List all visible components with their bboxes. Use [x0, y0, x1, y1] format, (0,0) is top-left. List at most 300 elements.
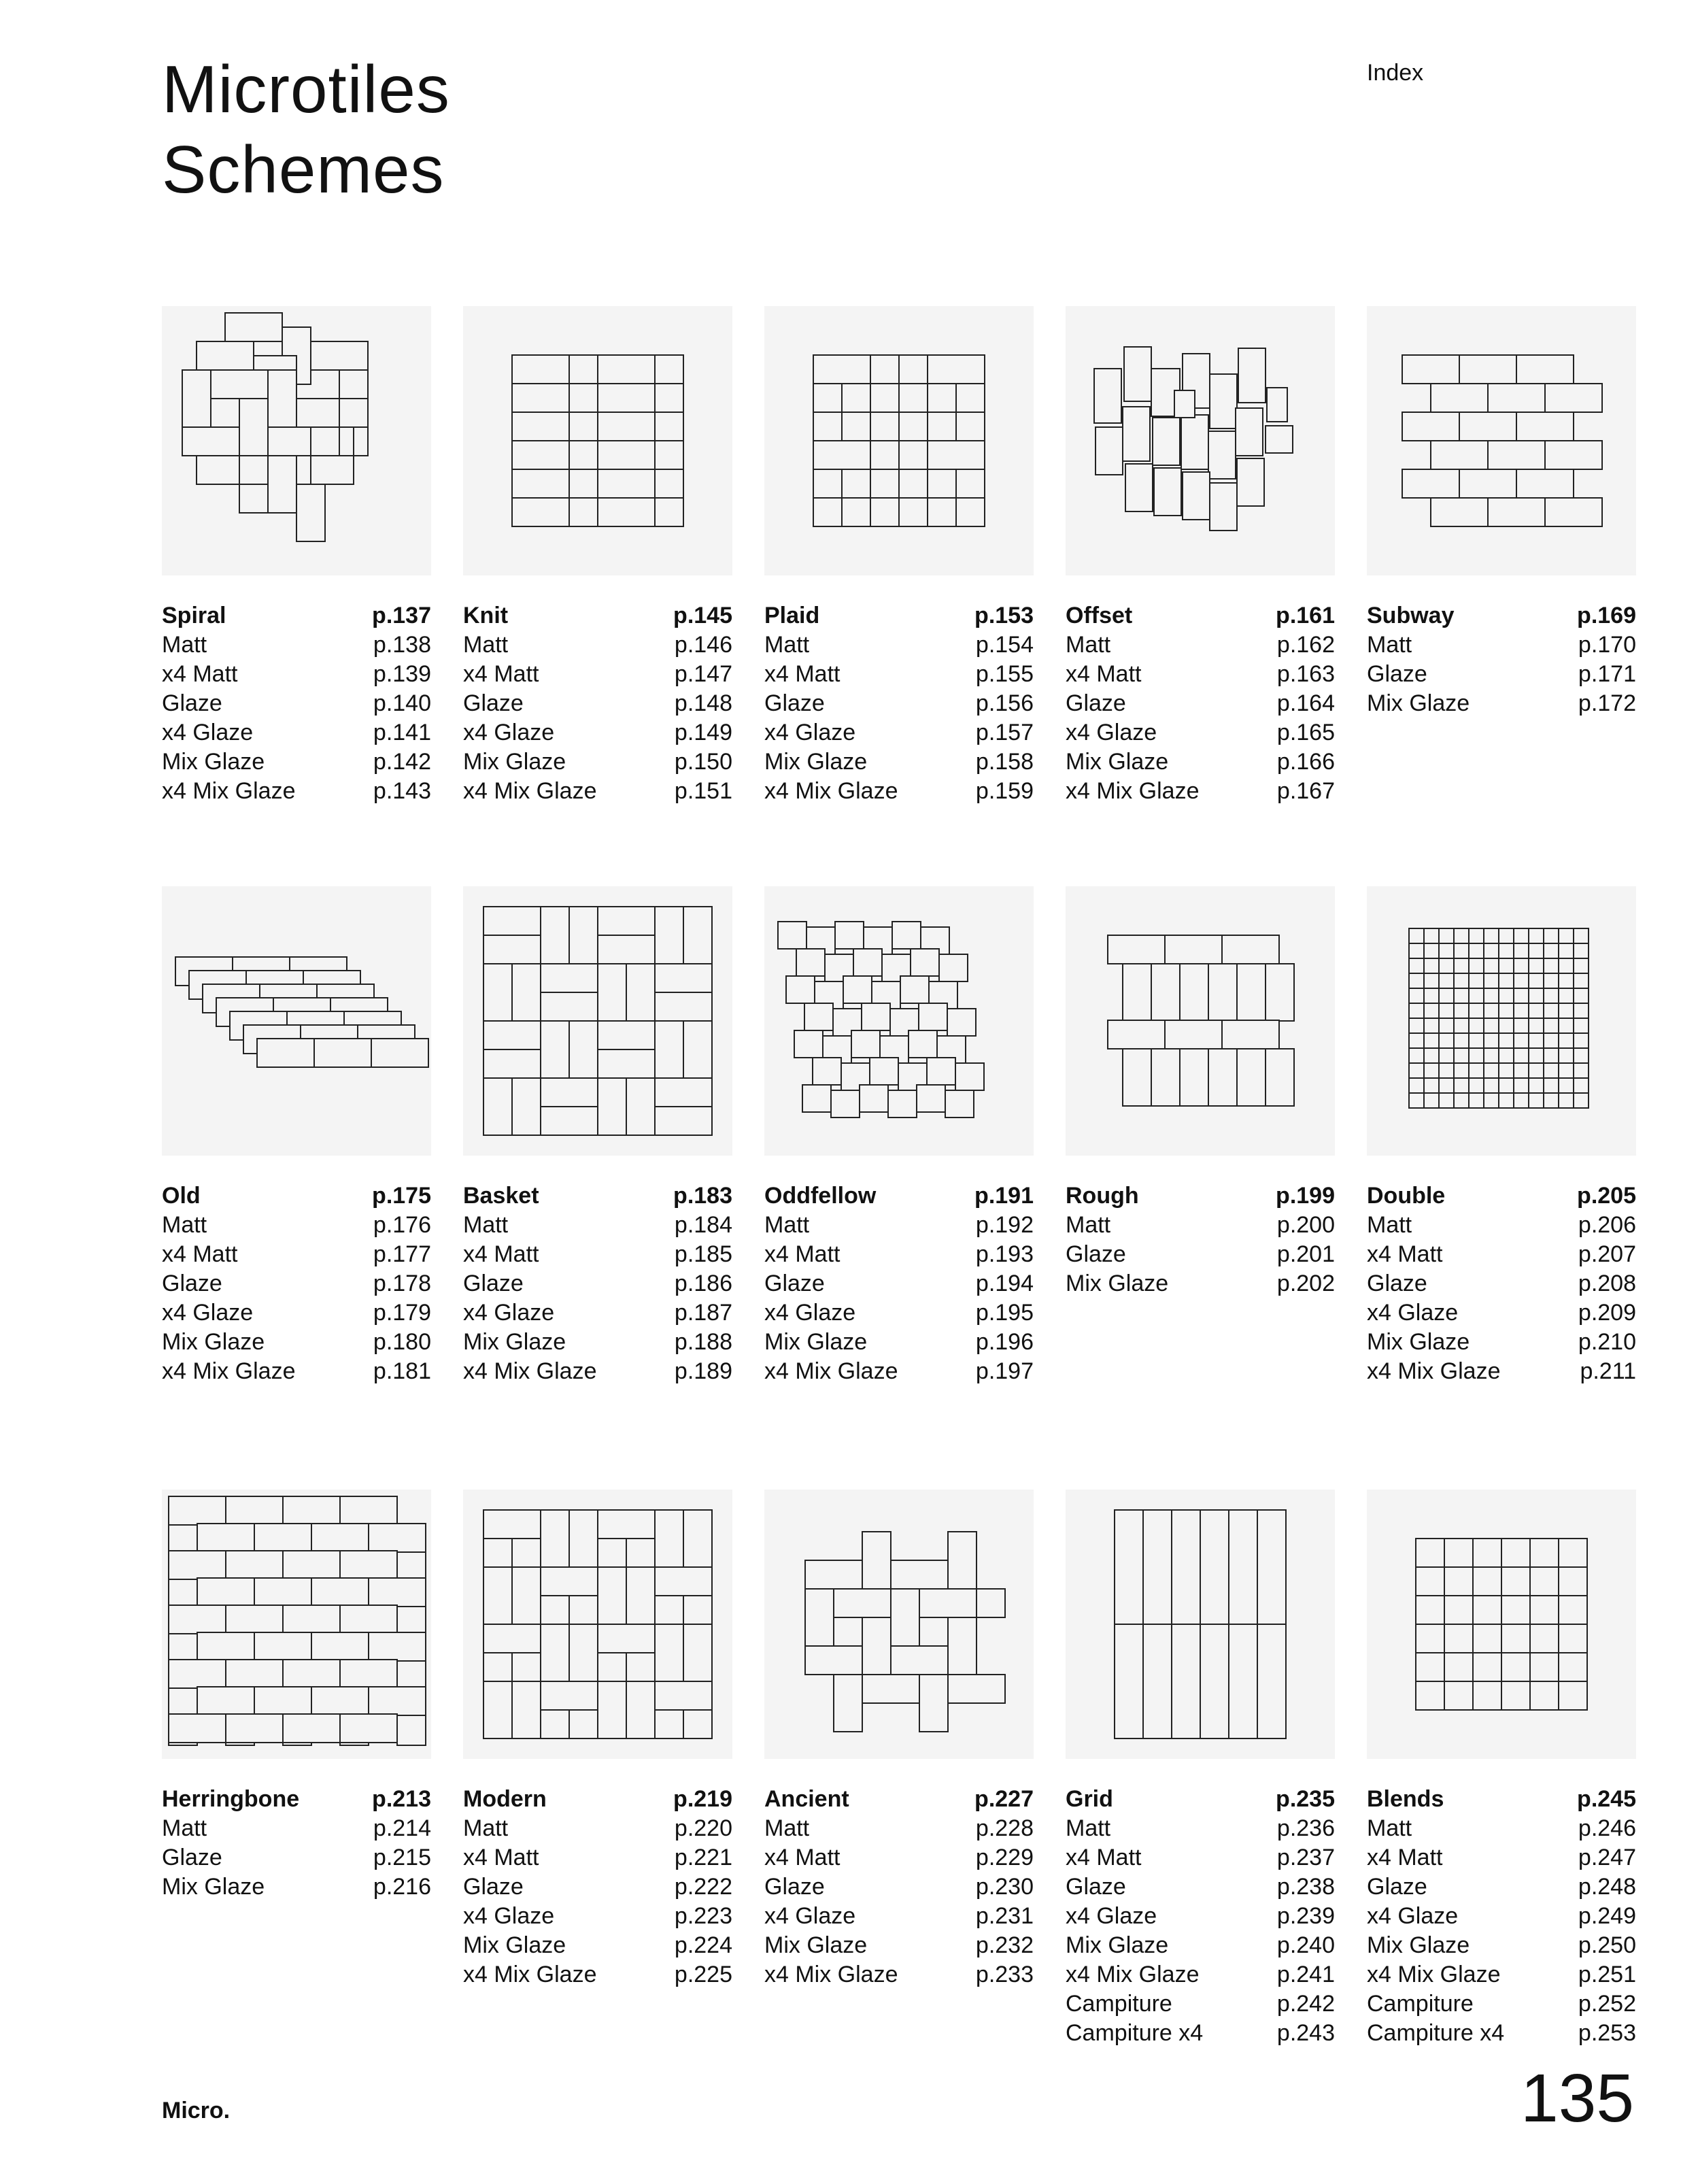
- herringbone-icon: [162, 1490, 431, 1759]
- tile: [796, 949, 825, 976]
- variant-name: x4 Matt: [463, 1845, 539, 1870]
- variant-item[interactable]: [764, 718, 1034, 747]
- tile: [1424, 1093, 1439, 1108]
- variant-item[interactable]: [463, 1298, 732, 1328]
- index-link[interactable]: Index: [1367, 60, 1424, 86]
- scheme-card-old[interactable]: [162, 886, 431, 1386]
- tile: [1514, 928, 1529, 943]
- tile: [813, 498, 842, 526]
- variant-item[interactable]: [1367, 1960, 1636, 1989]
- tile: [1439, 1078, 1454, 1093]
- variant-item[interactable]: [1367, 689, 1636, 718]
- tile: [1439, 943, 1454, 958]
- variant-item[interactable]: [1367, 1328, 1636, 1357]
- variant-list: [1066, 1785, 1335, 2048]
- tile: [1439, 928, 1454, 943]
- scheme-thumbnail[interactable]: [1367, 886, 1636, 1156]
- tile: [626, 1078, 655, 1135]
- scheme-card-modern[interactable]: [463, 1490, 732, 1989]
- scheme-thumbnail[interactable]: [1066, 306, 1335, 575]
- tile: [598, 964, 626, 1021]
- variant-name: Matt: [463, 1212, 509, 1238]
- variant-page: p.147: [674, 661, 732, 687]
- variant-name: x4 Glaze: [162, 1300, 254, 1326]
- scheme-thumbnail[interactable]: [1367, 1490, 1636, 1759]
- variant-item[interactable]: [1367, 1872, 1636, 1902]
- tile: [254, 1632, 311, 1661]
- variant-item[interactable]: [764, 1931, 1034, 1960]
- scheme-heading[interactable]: [463, 1785, 732, 1814]
- scheme-name: Basket: [463, 1183, 539, 1209]
- tile: [226, 1660, 283, 1688]
- variant-page: p.253: [1578, 2020, 1636, 2046]
- tile: [569, 355, 598, 384]
- variant-name: Mix Glaze: [1367, 1932, 1470, 1958]
- scheme-thumbnail[interactable]: [1367, 306, 1636, 575]
- scheme-heading[interactable]: [1066, 1181, 1335, 1211]
- variant-item[interactable]: [1367, 1931, 1636, 1960]
- variant-item[interactable]: [764, 689, 1034, 718]
- tile: [283, 1714, 340, 1743]
- tile: [1200, 1510, 1229, 1624]
- variant-item[interactable]: [1066, 1931, 1335, 1960]
- tile: [1210, 483, 1237, 531]
- scheme-name: Ancient: [764, 1786, 849, 1812]
- variant-item[interactable]: [764, 1960, 1034, 1989]
- variant-page: p.196: [975, 1329, 1034, 1355]
- scheme-card-plaid[interactable]: [764, 306, 1034, 806]
- ancient-icon: [764, 1490, 1034, 1759]
- scheme-card-ancient[interactable]: [764, 1490, 1034, 1989]
- tile: [1544, 1033, 1559, 1048]
- tile: [1574, 1093, 1589, 1108]
- scheme-heading[interactable]: [1367, 1181, 1636, 1211]
- scheme-thumbnail[interactable]: [764, 886, 1034, 1156]
- variant-page: p.154: [975, 632, 1034, 658]
- tile: [569, 907, 598, 964]
- tile: [1499, 1063, 1514, 1078]
- variant-name: x4 Matt: [1066, 661, 1142, 687]
- scheme-thumbnail[interactable]: [463, 1490, 732, 1759]
- scheme-heading[interactable]: [463, 1181, 732, 1211]
- variant-item[interactable]: [1367, 1298, 1636, 1328]
- variant-item[interactable]: [463, 660, 732, 689]
- tile: [1574, 1063, 1589, 1078]
- variant-item[interactable]: [1367, 1902, 1636, 1931]
- tile: [1409, 1048, 1424, 1063]
- variant-name: Matt: [162, 632, 207, 658]
- tile: [182, 427, 239, 456]
- title-line-1: Microtiles: [162, 52, 450, 127]
- tile: [655, 1624, 683, 1681]
- tile: [226, 1714, 283, 1743]
- variant-name: Matt: [1367, 632, 1412, 658]
- scheme-card-offset[interactable]: [1066, 306, 1335, 806]
- tile: [541, 1107, 598, 1135]
- variant-item[interactable]: [463, 1902, 732, 1931]
- scheme-thumbnail[interactable]: [162, 886, 431, 1156]
- scheme-name: Blends: [1367, 1786, 1444, 1812]
- tile: [1431, 384, 1488, 412]
- tile: [1237, 458, 1264, 506]
- variant-item[interactable]: [1066, 777, 1335, 806]
- tile: [1574, 958, 1589, 973]
- tile: [483, 1021, 541, 1049]
- variant-item[interactable]: [1367, 660, 1636, 689]
- scheme-heading[interactable]: [764, 1785, 1034, 1814]
- tile: [1424, 1078, 1439, 1093]
- tile: [197, 1524, 254, 1552]
- variant-name: x4 Matt: [764, 1845, 840, 1870]
- tile: [870, 441, 899, 469]
- tile: [862, 1617, 891, 1675]
- variant-name: Matt: [764, 632, 810, 658]
- tile: [842, 412, 870, 441]
- tile: [1237, 1049, 1266, 1106]
- variant-name: x4 Matt: [162, 661, 238, 687]
- tile: [268, 370, 296, 427]
- tile: [899, 384, 928, 412]
- variant-name: x4 Mix Glaze: [463, 778, 597, 804]
- variant-name: x4 Glaze: [1066, 1903, 1157, 1929]
- variant-item[interactable]: [463, 1843, 732, 1872]
- variant-item[interactable]: [1367, 1989, 1636, 2019]
- tile: [1267, 388, 1287, 422]
- variant-item[interactable]: [162, 1843, 431, 1872]
- variant-item[interactable]: [162, 1872, 431, 1902]
- scheme-heading[interactable]: [1367, 601, 1636, 631]
- tile: [842, 498, 870, 526]
- variant-name: Glaze: [764, 1271, 825, 1296]
- scheme-thumbnail[interactable]: [764, 1490, 1034, 1759]
- variant-item[interactable]: [1066, 1240, 1335, 1269]
- tile: [1499, 1033, 1514, 1048]
- scheme-heading[interactable]: [764, 601, 1034, 631]
- variant-item[interactable]: [1367, 1211, 1636, 1240]
- variant-item[interactable]: [764, 1902, 1034, 1931]
- tile: [314, 1039, 371, 1067]
- tile: [1514, 1093, 1529, 1108]
- tile: [226, 1496, 283, 1525]
- variant-page: p.247: [1578, 1845, 1636, 1870]
- variant-page: p.207: [1578, 1241, 1636, 1267]
- scheme-thumbnail[interactable]: [162, 306, 431, 575]
- variant-item[interactable]: [764, 1843, 1034, 1872]
- tile: [1559, 958, 1574, 973]
- variant-item[interactable]: [1066, 718, 1335, 747]
- variant-item[interactable]: [162, 777, 431, 806]
- tile: [683, 1710, 712, 1738]
- variant-item[interactable]: [1066, 1960, 1335, 1989]
- scheme-page: p.175: [372, 1183, 431, 1209]
- tile: [512, 384, 569, 412]
- scheme-heading[interactable]: [463, 601, 732, 631]
- tile: [870, 1058, 898, 1085]
- scheme-thumbnail[interactable]: [1066, 1490, 1335, 1759]
- scheme-card-blends[interactable]: [1367, 1490, 1636, 2048]
- tile: [169, 1714, 226, 1743]
- scheme-card-oddfellow[interactable]: [764, 886, 1034, 1386]
- variant-name: x4 Matt: [764, 1241, 840, 1267]
- scheme-card-knit[interactable]: [463, 306, 732, 806]
- variant-page: p.211: [1580, 1358, 1636, 1384]
- variant-item[interactable]: [1066, 1843, 1335, 1872]
- variant-item[interactable]: [764, 1328, 1034, 1357]
- variant-item[interactable]: [162, 718, 431, 747]
- scheme-card-basket[interactable]: [463, 886, 732, 1386]
- tile: [1514, 1003, 1529, 1018]
- variant-name: Matt: [1066, 1815, 1111, 1841]
- variant-item[interactable]: [1367, 1814, 1636, 1843]
- variant-page: p.248: [1578, 1874, 1636, 1900]
- tile: [1208, 431, 1236, 479]
- tile: [843, 976, 872, 1003]
- variant-item[interactable]: [463, 1960, 732, 1989]
- variant-item[interactable]: [1066, 689, 1335, 718]
- variant-item[interactable]: [463, 631, 732, 660]
- tile: [1409, 988, 1424, 1003]
- variant-item[interactable]: [463, 777, 732, 806]
- variant-item[interactable]: [162, 660, 431, 689]
- scheme-page: p.161: [1276, 603, 1335, 628]
- variant-item[interactable]: [1066, 1902, 1335, 1931]
- variant-item[interactable]: [1066, 747, 1335, 777]
- tile: [805, 1589, 834, 1646]
- variant-item[interactable]: [463, 1931, 732, 1960]
- tile: [1529, 928, 1544, 943]
- scheme-thumbnail[interactable]: [463, 306, 732, 575]
- tile: [598, 384, 655, 412]
- variant-item[interactable]: [162, 631, 431, 660]
- tile: [512, 355, 569, 384]
- tile: [831, 1090, 860, 1118]
- tile: [569, 1624, 598, 1681]
- tile: [794, 1030, 823, 1058]
- tile: [1574, 1003, 1589, 1018]
- variant-item[interactable]: [463, 1357, 732, 1386]
- variant-name: Campiture: [1066, 1991, 1172, 2017]
- tile: [655, 412, 683, 441]
- tile: [1574, 1078, 1589, 1093]
- tile: [197, 341, 254, 370]
- tile: [1469, 973, 1484, 988]
- variant-item[interactable]: [764, 1357, 1034, 1386]
- variant-item[interactable]: [162, 1357, 431, 1386]
- tile: [1469, 1003, 1484, 1018]
- variant-item[interactable]: [162, 1211, 431, 1240]
- variant-item[interactable]: [463, 1240, 732, 1269]
- tile: [655, 1107, 712, 1135]
- variant-name: x4 Glaze: [1066, 720, 1157, 745]
- tile: [569, 384, 598, 412]
- variant-item[interactable]: [764, 660, 1034, 689]
- variant-name: Matt: [463, 632, 509, 658]
- variant-item[interactable]: [1066, 660, 1335, 689]
- tile: [340, 1660, 397, 1688]
- variant-item[interactable]: [463, 718, 732, 747]
- variant-item[interactable]: [1066, 1989, 1335, 2019]
- tile: [655, 1078, 712, 1107]
- tile: [1530, 1567, 1559, 1596]
- variant-page: p.140: [373, 690, 431, 716]
- tile: [541, 1596, 569, 1624]
- scheme-card-grid[interactable]: [1066, 1490, 1335, 2048]
- tile: [1516, 355, 1574, 384]
- variant-item[interactable]: [1066, 1211, 1335, 1240]
- tile: [541, 1021, 569, 1078]
- variant-item[interactable]: [1367, 2019, 1636, 2048]
- scheme-heading[interactable]: [1066, 601, 1335, 631]
- tile: [598, 1510, 655, 1539]
- tile: [899, 355, 928, 384]
- tile: [853, 949, 882, 976]
- variant-name: x4 Mix Glaze: [764, 1358, 898, 1384]
- variant-item[interactable]: [162, 1269, 431, 1298]
- variant-item[interactable]: [162, 1328, 431, 1357]
- variant-item[interactable]: [463, 1814, 732, 1843]
- variant-page: p.178: [373, 1271, 431, 1296]
- tile: [598, 355, 655, 384]
- variant-item[interactable]: [162, 689, 431, 718]
- variant-item[interactable]: [764, 777, 1034, 806]
- variant-name: x4 Mix Glaze: [764, 778, 898, 804]
- tile: [211, 370, 268, 399]
- tile: [945, 1090, 974, 1118]
- scheme-card-rough[interactable]: [1066, 886, 1335, 1298]
- tile: [813, 1058, 841, 1085]
- variant-item[interactable]: [764, 1872, 1034, 1902]
- tile: [483, 1653, 512, 1681]
- tile: [311, 456, 354, 484]
- variant-item[interactable]: [463, 689, 732, 718]
- variant-item[interactable]: [1066, 1269, 1335, 1298]
- plaid-icon: [764, 306, 1034, 575]
- variant-item[interactable]: [463, 1872, 732, 1902]
- variant-list: [162, 1785, 431, 1902]
- variant-item[interactable]: [162, 1814, 431, 1843]
- scheme-card-spiral[interactable]: [162, 306, 431, 806]
- scheme-name: Herringbone: [162, 1786, 300, 1812]
- tile: [1431, 498, 1488, 526]
- variant-page: p.221: [674, 1845, 732, 1870]
- scheme-page: p.199: [1276, 1183, 1335, 1209]
- variant-item[interactable]: [764, 1240, 1034, 1269]
- tile: [1473, 1596, 1501, 1624]
- scheme-page: p.205: [1577, 1183, 1636, 1209]
- scheme-name: Offset: [1066, 603, 1133, 628]
- variant-item[interactable]: [463, 1328, 732, 1357]
- tile: [1454, 943, 1469, 958]
- tile: [1559, 1048, 1574, 1063]
- variant-item[interactable]: [1367, 1843, 1636, 1872]
- tile: [842, 384, 870, 412]
- scheme-name: Knit: [463, 603, 509, 628]
- scheme-card-herringbone[interactable]: [162, 1490, 431, 1902]
- variant-item[interactable]: [1367, 1269, 1636, 1298]
- variant-item[interactable]: [764, 1269, 1034, 1298]
- variant-name: Glaze: [463, 1874, 524, 1900]
- scheme-heading[interactable]: [162, 601, 431, 631]
- tile: [483, 1624, 541, 1653]
- scheme-thumbnail[interactable]: [463, 886, 732, 1156]
- tile: [541, 1710, 569, 1738]
- variant-item[interactable]: [1367, 1240, 1636, 1269]
- tile: [655, 441, 683, 469]
- variant-page: p.170: [1578, 632, 1636, 658]
- tile: [1094, 369, 1121, 423]
- scheme-heading[interactable]: [162, 1181, 431, 1211]
- scheme-thumbnail[interactable]: [764, 306, 1034, 575]
- scheme-card-double[interactable]: [1367, 886, 1636, 1386]
- scheme-card-subway[interactable]: [1367, 306, 1636, 718]
- tile: [1424, 1048, 1439, 1063]
- tile: [1416, 1624, 1444, 1653]
- variant-name: Mix Glaze: [1367, 690, 1470, 716]
- variant-page: p.149: [674, 720, 732, 745]
- variant-item[interactable]: [764, 747, 1034, 777]
- variant-list: [463, 601, 732, 806]
- tile: [655, 355, 683, 384]
- variant-page: p.167: [1276, 778, 1335, 804]
- variant-item[interactable]: [764, 1211, 1034, 1240]
- tile: [1469, 1018, 1484, 1033]
- variant-item[interactable]: [1066, 1872, 1335, 1902]
- tile: [1257, 1624, 1286, 1738]
- tile: [655, 1681, 712, 1710]
- variant-name: Glaze: [1066, 1241, 1126, 1267]
- variant-item[interactable]: [764, 1814, 1034, 1843]
- tile: [598, 1078, 626, 1135]
- variant-item[interactable]: [1367, 1357, 1636, 1386]
- scheme-heading[interactable]: [1066, 1785, 1335, 1814]
- variant-page: p.197: [975, 1358, 1034, 1384]
- tile: [1439, 1048, 1454, 1063]
- variant-item[interactable]: [162, 1298, 431, 1328]
- variant-name: x4 Mix Glaze: [1367, 1962, 1501, 1987]
- scheme-heading[interactable]: [162, 1785, 431, 1814]
- tile: [483, 907, 541, 935]
- variant-item[interactable]: [764, 631, 1034, 660]
- variant-item[interactable]: [1367, 631, 1636, 660]
- scheme-page: p.219: [673, 1786, 732, 1812]
- variant-item[interactable]: [463, 1211, 732, 1240]
- scheme-thumbnail[interactable]: [1066, 886, 1335, 1156]
- tile: [1514, 943, 1529, 958]
- scheme-heading[interactable]: [1367, 1785, 1636, 1814]
- tile: [598, 1681, 626, 1738]
- variant-item[interactable]: [162, 747, 431, 777]
- scheme-page: p.153: [974, 603, 1034, 628]
- variant-item[interactable]: [463, 1269, 732, 1298]
- tile: [512, 469, 569, 498]
- variant-item[interactable]: [1066, 2019, 1335, 2048]
- scheme-heading[interactable]: [764, 1181, 1034, 1211]
- variant-item[interactable]: [162, 1240, 431, 1269]
- tile: [1124, 347, 1151, 401]
- variant-name: x4 Glaze: [463, 1300, 555, 1326]
- variant-item[interactable]: [1066, 1814, 1335, 1843]
- tile: [1514, 973, 1529, 988]
- scheme-thumbnail[interactable]: [162, 1490, 431, 1759]
- variant-item[interactable]: [1066, 631, 1335, 660]
- variant-item[interactable]: [764, 1298, 1034, 1328]
- variant-page: p.239: [1276, 1903, 1335, 1929]
- tile: [1165, 935, 1222, 964]
- tile: [598, 1624, 655, 1653]
- tile: [283, 1496, 340, 1525]
- tile: [860, 1085, 888, 1112]
- variant-item[interactable]: [463, 747, 732, 777]
